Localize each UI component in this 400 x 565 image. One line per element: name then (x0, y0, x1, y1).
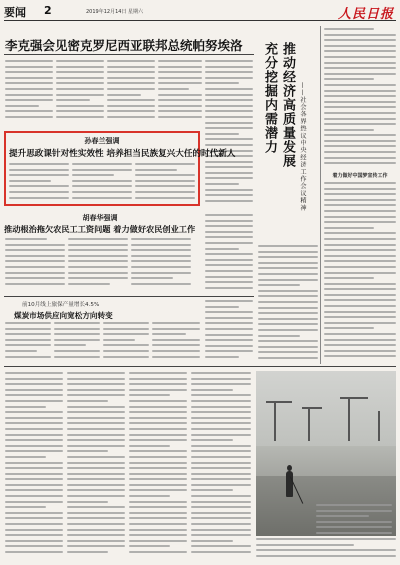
divider (4, 366, 396, 367)
article-text-column (5, 372, 63, 560)
article-kicker: 孙春兰强调 (84, 137, 120, 145)
article-subhead: 着力做好中国梦宣传工作 (332, 173, 388, 179)
article-kicker: 胡春华强调 (82, 214, 118, 222)
photo-caption (316, 504, 392, 536)
lead-headline: 李克强会见密克罗尼西亚联邦总统帕努埃洛 (5, 38, 243, 53)
column-divider (320, 26, 321, 364)
article-text-column (107, 60, 155, 126)
article-text-column (131, 238, 191, 292)
section-name: 要闻 (4, 6, 26, 19)
article-text-column (5, 60, 53, 126)
article-text-column (103, 322, 149, 364)
headline-line: 充分挖掘内需潜力 (262, 42, 277, 154)
news-photo (256, 371, 396, 536)
highlighted-article-box (4, 131, 236, 206)
article-text-column (205, 214, 253, 294)
article-text-column (56, 60, 104, 126)
masthead (4, 3, 396, 21)
article-text-column (205, 300, 253, 364)
headline-line: 推动经济高质量发展 (280, 42, 295, 168)
article-text-column (129, 372, 187, 560)
vertical-headline (256, 42, 318, 242)
divider (4, 54, 254, 55)
article-text-column (324, 182, 396, 364)
article-text-column (68, 238, 128, 292)
newspaper-logo: 人民日报 (337, 7, 394, 22)
article-text-column (5, 238, 65, 292)
issue-date: 2019年12月14日 星期六 (86, 9, 144, 15)
divider (4, 296, 254, 297)
article-text-column (152, 322, 200, 364)
photo-caption (256, 538, 396, 562)
article-headline: 提升思政课针对性实效性 培养担当民族复兴大任的时代新人 (9, 149, 236, 159)
article-text-column (9, 163, 69, 203)
article-headline: 煤炭市场供应向宽松方向转变 (14, 311, 113, 320)
article-text-column (67, 372, 125, 560)
page-number: 2 (44, 4, 52, 17)
article-text-column (135, 163, 195, 203)
article-subhead: 前10月线上旅保产量增长4.5% (22, 302, 100, 308)
article-text-column (158, 60, 202, 126)
article-text-column (258, 245, 318, 364)
article-text-column (54, 322, 100, 364)
article-text-column (324, 28, 396, 168)
article-text-column (191, 372, 251, 560)
article-headline: 推动根治拖欠农民工工资问题 着力做好农民创业工作 (4, 224, 196, 234)
article-text-column (205, 60, 253, 206)
article-text-column (5, 322, 51, 364)
headline-subtitle: ——社会各界热议中央经济工作会议精神 (299, 82, 306, 212)
article-text-column (72, 163, 132, 203)
